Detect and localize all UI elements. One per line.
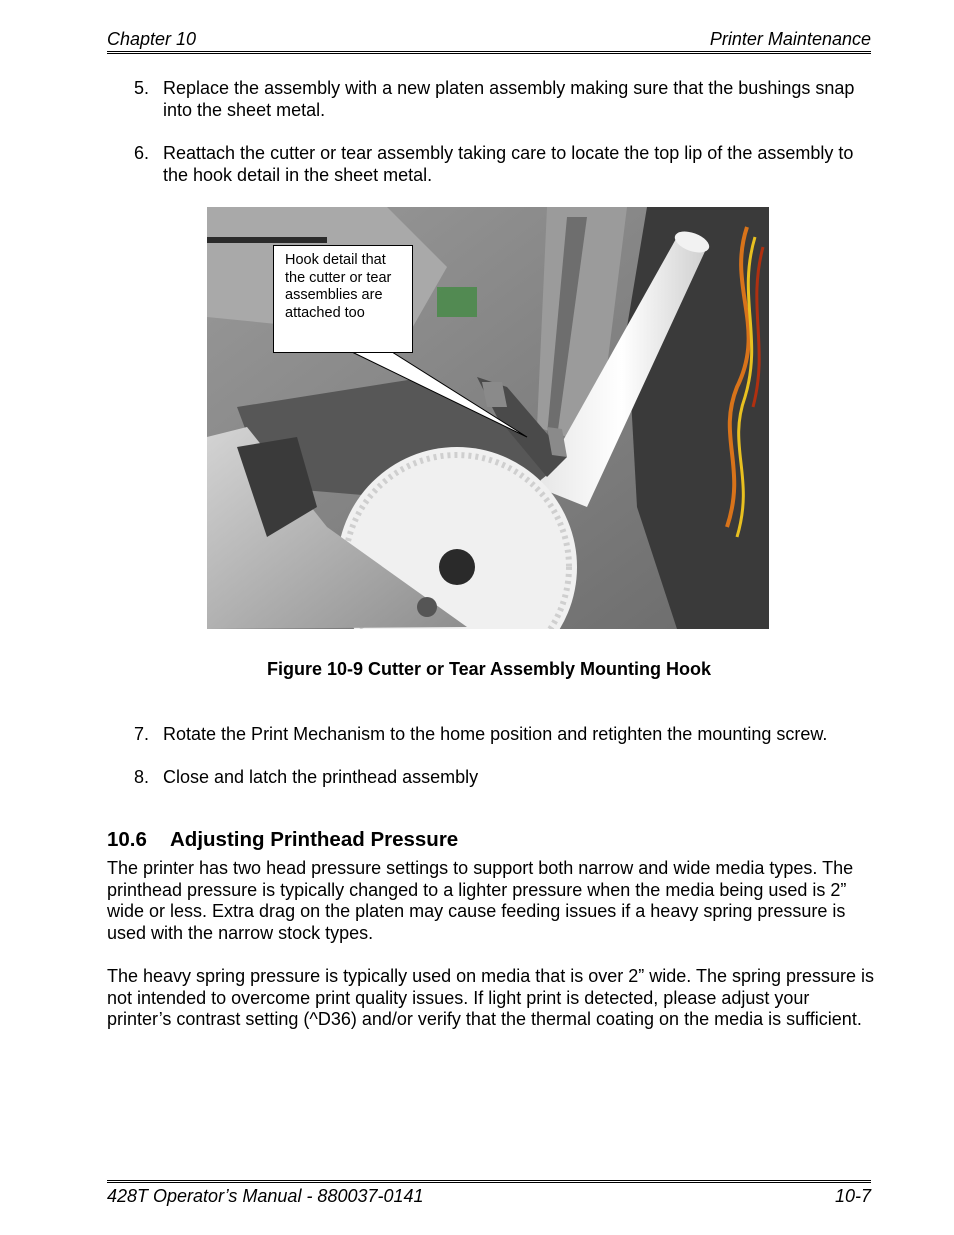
- figure-callout: Hook detail that the cutter or tear assemblies are attached too: [273, 245, 413, 353]
- header-rule: [107, 51, 871, 54]
- step-text: Close and latch the printhead assembly: [163, 767, 479, 787]
- step-text: Replace the assembly with a new platen assembly making sure that the bushings snap into the sheet metal.: [163, 78, 855, 120]
- step-text: Reattach the cutter or tear assembly taking care to locate the top lip of the assembly to the hook detail in the sheet metal.: [163, 143, 854, 185]
- figure-caption: Figure 10-9 Cutter or Tear Assembly Mounting Hook: [266, 659, 712, 679]
- footer-rule: [107, 1180, 871, 1183]
- footer-page-number: 10-7: [834, 1186, 871, 1206]
- step-6: [107, 143, 867, 186]
- step-number: 8.: [134, 767, 150, 787]
- paragraph: The heavy spring pressure is typically used on media that is over 2” wide. The spring pressure is not intended to overcome print quality issues. If light print is detected, please adjust your printer’s contrast setting (^D36) and/or verify that the thermal coating on the media is sufficient.: [107, 966, 875, 1029]
- section-number: 10.6: [107, 828, 147, 851]
- step-8: [107, 767, 867, 789]
- step-text: Rotate the Print Mechanism to the home position and retighten the mounting screw.: [163, 724, 828, 744]
- section-title: Adjusting Printhead Pressure: [170, 828, 459, 851]
- step-7: [107, 724, 867, 746]
- step-number: 7.: [134, 724, 150, 744]
- section-heading: [107, 828, 458, 852]
- footer-manual: 428T Operator’s Manual - 880037-0141: [107, 1186, 424, 1206]
- header-title: Printer Maintenance: [709, 29, 871, 49]
- step-number: 5.: [134, 78, 150, 98]
- paragraph: The printer has two head pressure settings to support both narrow and wide media types. The printhead pressure is typically changed to a lighter pressure when the media being used is 2” wide or less. Extra drag on the platen may cause feeding issues if a heavy spring pressure is used with the narrow stock types.: [107, 858, 854, 943]
- step-number: 6.: [134, 143, 150, 163]
- header-chapter: Chapter 10: [107, 29, 197, 49]
- step-5: [107, 78, 867, 121]
